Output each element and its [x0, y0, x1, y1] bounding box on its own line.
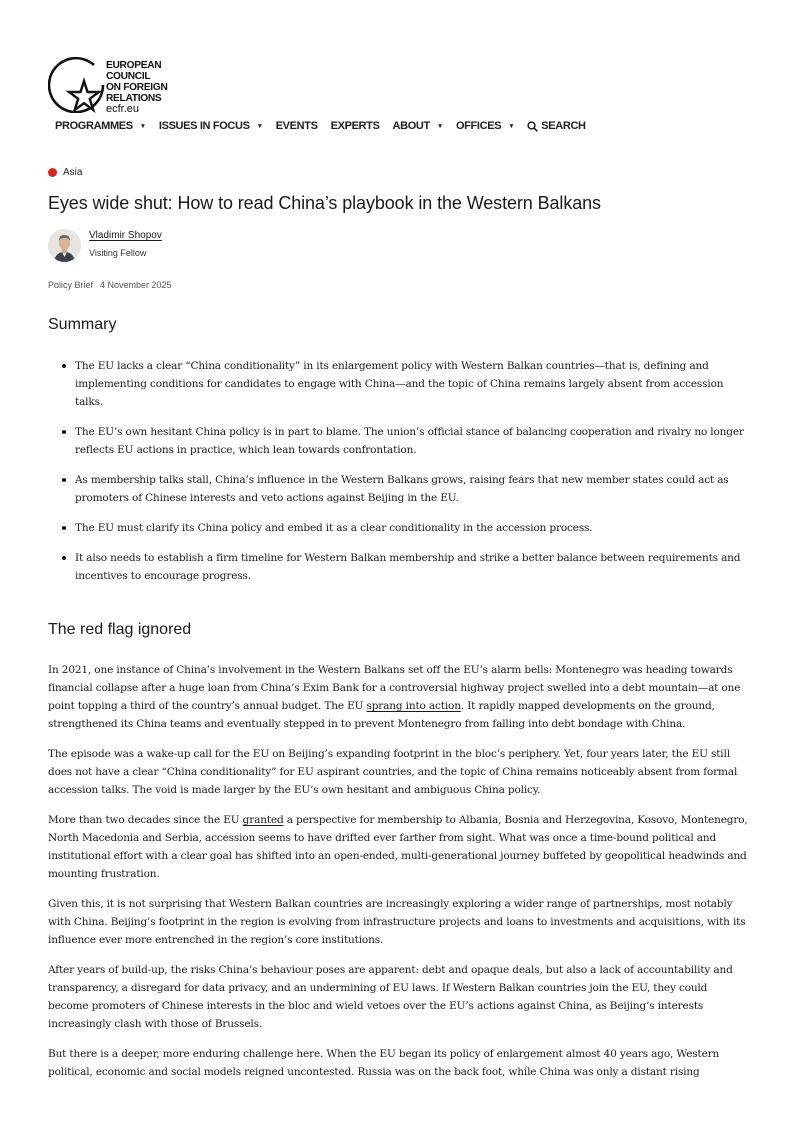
body-paragraph: But there is a deeper, more enduring challenge here. When the EU began its policy of enlargement almost 40 years ago, Western political, economic and social models reigned uncontested. Russia was on the back foot, while China was only a distant rising [48, 1048, 720, 1078]
paragraph-text: In 2021, one instance of China’s involvement in the Western Balkans set off the EU’s alarm bells: Montenegro was heading towards financial collapse after a huge loan from China’s Exim Bank for a controversial highway project swelled into a debt mountain—at one point topping a third of the country’s annual budget. The EU [48, 664, 741, 712]
main-nav [55, 119, 599, 133]
caret-down-icon: ▼ [256, 122, 263, 130]
nav-about[interactable] [393, 120, 443, 132]
logo-line: RELATIONS [106, 93, 162, 104]
author-photo-icon [48, 229, 81, 262]
summary-heading: Summary [48, 316, 117, 333]
nav-about-label: ABOUT [392, 120, 430, 132]
author-role: Visiting Fellow [89, 248, 147, 258]
summary-item: The EU’s own hesitant China policy is in part to blame. The union’s official stance of balancing cooperation and rivalry no longer reflects EU actions in practice, which lean towards confrontation. [48, 423, 748, 459]
sprang-into-action-link[interactable]: sprang into action [366, 700, 461, 712]
article-date: 4 November 2025 [100, 280, 172, 290]
logo-line: COUNCIL [106, 71, 151, 82]
paragraph-text: More than two decades since the EU [48, 814, 243, 826]
nav-programmes-label: PROGRAMMES [55, 120, 133, 132]
article-type: Policy Brief [48, 280, 94, 290]
caret-down-icon: ▼ [508, 122, 515, 130]
article-body [48, 661, 748, 1093]
nav-issues-in-focus[interactable] [159, 120, 263, 132]
summary-item: The EU must clarify its China policy and embed it as a clear conditionality in the accession process. [48, 519, 748, 537]
logo-line: ON FOREIGN [106, 82, 168, 93]
body-paragraph [48, 661, 748, 733]
nav-search-label: SEARCH [541, 120, 586, 132]
logo-wordmark [106, 60, 168, 115]
body-paragraph: After years of build-up, the risks China’s behaviour poses are apparent: debt and opaque deals, but also a lack of accountability and transparency, a disregard for data privacy, and an undermining of EU laws. If Western Balkan countries join the EU, they could become promoters of Chinese interests in the bloc and wield vetoes over the EU’s actions against China, as Beijing’s interests increasingly clash with those of Brussels. [48, 964, 733, 1030]
body-paragraph [48, 811, 748, 883]
body-paragraph: The episode was a wake-up call for the EU on Beijing’s expanding footprint in the bloc’s periphery. Yet, four years later, the EU still does not have a clear “China conditionality” for EU aspirant countries, and the topic of China remains noticeably absent from formal accession talks. The void is made larger by the EU’s own hesitant and ambiguous China policy. [48, 748, 738, 796]
summary-list [48, 357, 748, 597]
section-heading: The red flag ignored [48, 621, 192, 638]
caret-down-icon: ▼ [139, 122, 146, 130]
nav-programmes[interactable] [55, 120, 146, 132]
body-paragraph: Given this, it is not surprising that Western Balkan countries are increasingly exploring a wider range of partnerships, most notably with China. Beijing’s footprint in the region is evolving from infrastructure projects and loans to investments and acquisitions, with its influence ever more entrenched in the region’s core institutions. [48, 898, 746, 946]
logo-line: EUROPEAN [106, 60, 162, 71]
nav-issues-label: ISSUES IN FOCUS [158, 120, 250, 132]
search-icon [527, 121, 538, 132]
author-name-link[interactable]: Vladimir Shopov [89, 230, 162, 241]
article-meta [48, 280, 172, 290]
logo-url: ecfr.eu [106, 103, 140, 115]
ecfr-logo[interactable] [48, 55, 188, 113]
nav-experts-label: EXPERTS [330, 120, 380, 132]
author-avatar[interactable] [48, 229, 81, 262]
paragraph-text: . It rapidly mapped developments on the ground, strengthened its China teams and eventually stepped in to prevent Montenegro from falling into debt bondage with China. [48, 700, 715, 730]
nav-experts[interactable] [331, 120, 380, 132]
category-dot-icon [48, 168, 57, 177]
article-title: Eyes wide shut: How to read China’s playbook in the Western Balkans [48, 193, 601, 213]
nav-events-label: EVENTS [275, 120, 318, 132]
summary-item: The EU lacks a clear “China conditionality” in its enlargement policy with Western Balkan countries—that is, defining and implementing conditions for candidates to engage with China—and the topic of China remains largely absent from accession talks. [48, 357, 748, 411]
paragraph-text: a perspective for membership to Albania, Bosnia and Herzegovina, Kosovo, Montenegro, North Macedonia and Serbia, accession seems to have drifted ever farther from sight. What was once a time-bound political and institutional effort with a clear goal has shifted into an open-ended, multi-generational journey buffeted by geopolitical headwinds and mounting frustration. [48, 814, 748, 880]
summary-item: It also needs to establish a firm timeline for Western Balkan membership and strike a better balance between requirements and incentives to encourage progress. [48, 549, 748, 585]
nav-offices[interactable] [456, 120, 514, 132]
nav-search[interactable] [527, 120, 585, 132]
granted-link[interactable]: granted [242, 814, 284, 826]
nav-events[interactable] [276, 120, 318, 132]
category-label: Asia [63, 167, 83, 178]
category-tag[interactable] [48, 167, 82, 178]
star-circle-icon [48, 55, 106, 113]
summary-item: As membership talks stall, China’s influence in the Western Balkans grows, raising fears that new member states could act as promoters of Chinese interests and veto actions against Beijing in the EU. [48, 471, 748, 507]
nav-offices-label: OFFICES [455, 120, 502, 132]
caret-down-icon: ▼ [436, 122, 443, 130]
